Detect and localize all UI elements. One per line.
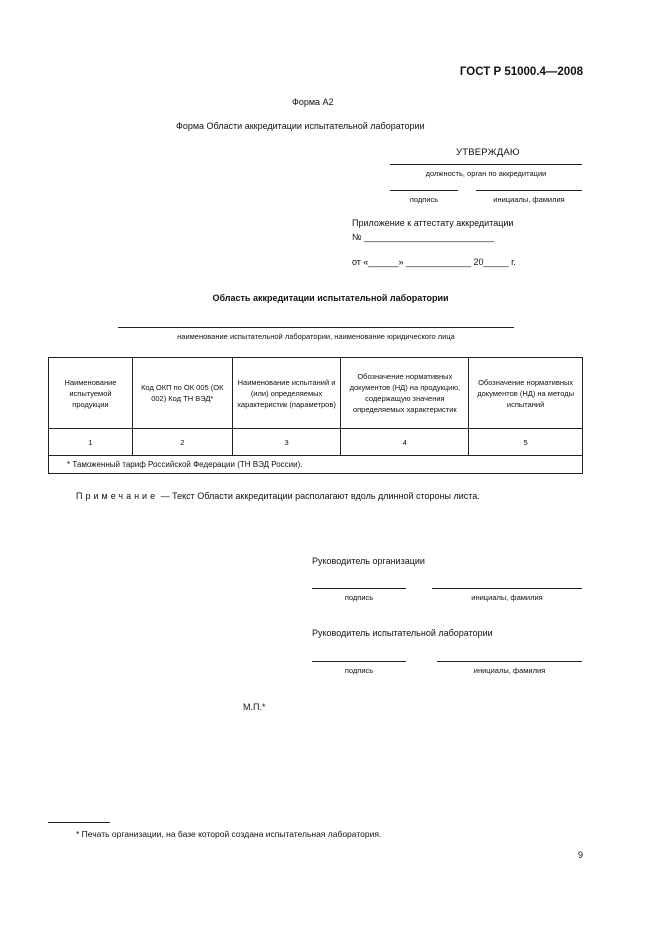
column-number: 4 [341,429,469,456]
org-name-line [432,588,582,589]
name-line [476,190,582,191]
column-number: 3 [232,429,341,456]
org-name-caption: инициалы, фамилия [471,593,543,602]
lab-head-title: Руководитель испытательной лаборатории [312,628,493,638]
table-row [49,429,583,456]
lab-name-line-sign [437,661,582,662]
column-header: Обозначение нормативных документов (НД) на продукцию, содержащую значения определяемых характеристик [341,358,469,429]
signature-line [390,190,458,191]
table-header-row [49,358,583,429]
lab-name-line [118,327,514,328]
note-label: Примечание [76,491,159,501]
form-label: Форма А2 [292,97,334,107]
approval-title: УТВЕРЖДАЮ [456,147,520,158]
org-signature-line [312,588,406,589]
name-caption: инициалы, фамилия [493,195,565,204]
lab-signature-line [312,661,406,662]
table-footnote: * Таможенный тариф Российской Федерации (ТН ВЭД России). [49,456,583,474]
column-number: 2 [132,429,232,456]
appendix-line: Приложение к аттестату аккредитации [352,218,514,228]
column-header: Код ОКП по ОК 005 (ОК 002) Код ТН ВЭД* [132,358,232,429]
lab-name-caption: инициалы, фамилия [473,666,546,675]
note-text: — Текст Области аккредитации располагают вдоль длинной стороны листа. [158,491,480,501]
certificate-date: от «______» _____________ 20_____ г. [352,257,516,267]
form-title: Форма Области аккредитации испытательной лаборатории [176,121,425,131]
lab-name-caption: наименование испытательной лаборатории, наименование юридического лица [177,332,455,341]
footnote-rule [48,822,110,823]
column-header: Обозначение нормативных документов (НД) на методы испытаний [469,358,583,429]
signature-caption: подпись [409,195,439,204]
scope-title: Область аккредитации испытательной лаборатории [212,293,449,303]
certificate-number: № __________________________ [352,232,495,242]
stamp-label: М.П.* [243,702,266,712]
column-number: 5 [469,429,583,456]
position-line [390,164,582,165]
lab-signature-caption: подпись [344,666,374,675]
scope-table [48,357,583,474]
position-caption: должность, орган по аккредитации [425,169,547,178]
note [76,491,480,501]
column-number: 1 [49,429,133,456]
org-signature-caption: подпись [344,593,374,602]
footnote: * Печать организации, на базе которой создана испытательная лаборатория. [76,829,382,839]
org-head-title: Руководитель организации [312,556,425,566]
standard-designation: ГОСТ Р 51000.4—2008 [459,66,583,78]
table-footnote-row [49,456,583,474]
page-number: 9 [578,850,584,860]
column-header: Наименование испытуемой продукции [49,358,133,429]
column-header: Наименование испытаний и (или) определяемых характеристик (параметров) [232,358,341,429]
